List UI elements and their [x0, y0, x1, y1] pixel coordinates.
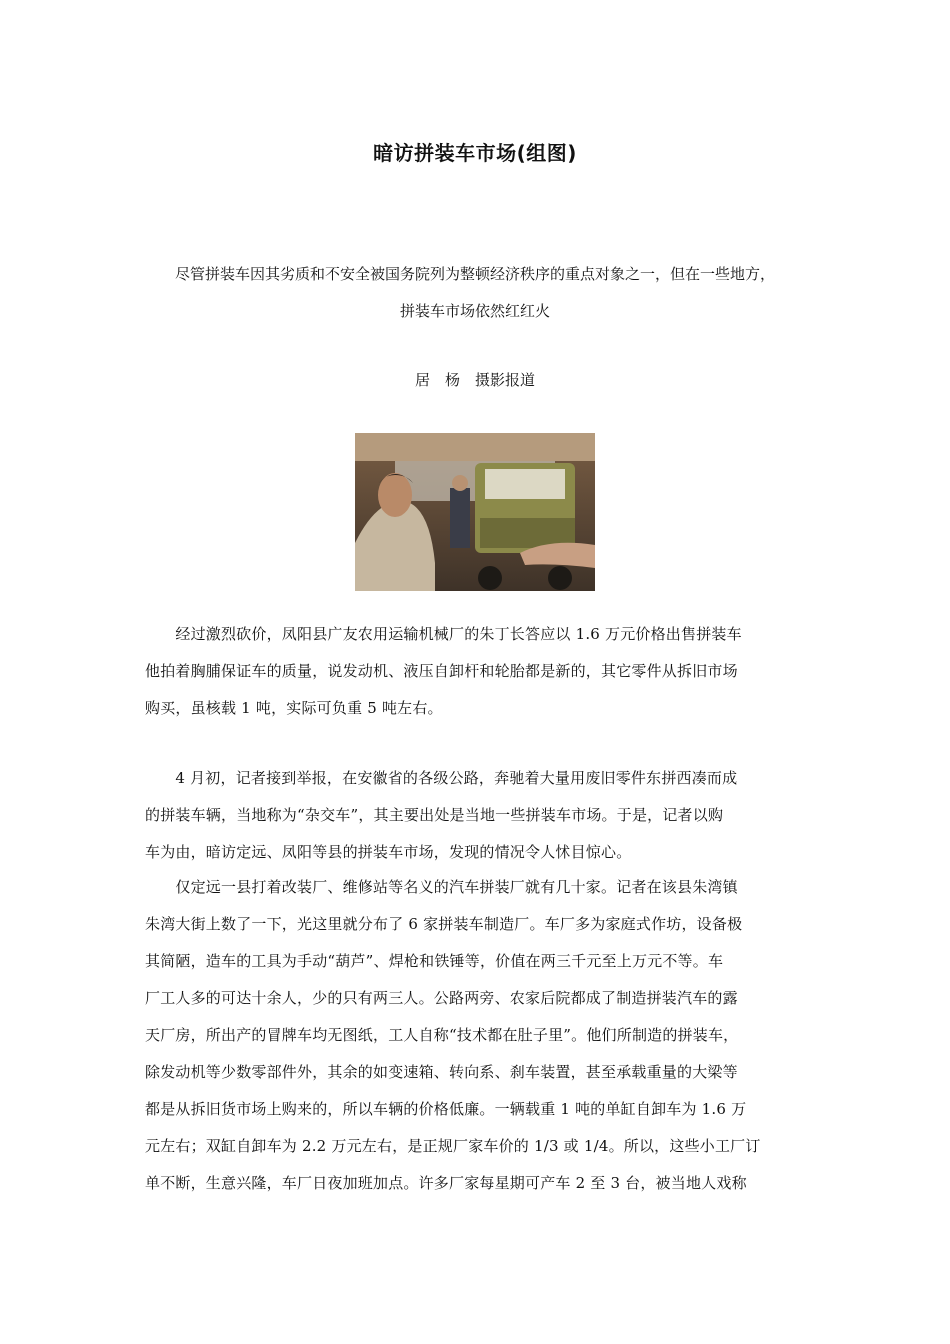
- paragraph-line: 车为由，暗访定远、凤阳等县的拼装车市场，发现的情况令人怵目惊心。: [145, 843, 632, 861]
- paragraph-line: 4 月初，记者接到举报，在安徽省的各级公路，奔驰着大量用废旧零件东拼西凑而成: [145, 769, 738, 787]
- byline: 居 杨 摄影报道: [414, 371, 535, 389]
- paragraph-line: 除发动机等少数零部件外，其余的如变速箱、转向系、刹车装置，甚至承载重量的大梁等: [145, 1063, 738, 1081]
- paragraph-line: 购买，虽核载 1 吨，实际可负重 5 吨左右。: [145, 699, 443, 717]
- paragraph-line: 他拍着胸脯保证车的质量，说发动机、液压自卸杆和轮胎都是新的，其它零件从拆旧市场: [145, 662, 738, 680]
- paragraph-line: 朱湾大街上数了一下，光这里就分布了 6 家拼装车制造厂。车厂多为家庭式作坊，设备极: [145, 915, 743, 933]
- article-photo: [355, 433, 595, 591]
- paragraph-line: 都是从拆旧货市场上购来的，所以车辆的价格低廉。一辆载重 1 吨的单缸自卸车为 1.6 万: [145, 1100, 747, 1118]
- paragraph-line: 厂工人多的可达十余人，少的只有两三人。公路两旁、农家后院都成了制造拼装汽车的露: [145, 989, 738, 1007]
- paragraph-line: 单不断，生意兴隆，车厂日夜加班加点。许多厂家每星期可产车 2 至 3 台，被当地人戏称: [145, 1174, 747, 1192]
- paragraph-line: 的拼装车辆，当地称为“杂交车”，其主要出处是当地一些拼装车市场。于是，记者以购: [145, 806, 724, 824]
- paragraph-line: 经过激烈砍价，凤阳县广友农用运输机械厂的朱丁长答应以 1.6 万元价格出售拼装车: [145, 625, 742, 643]
- subtitle-line-2: 拼装车市场依然红红火: [399, 302, 550, 320]
- page-title: 暗访拼装车市场(组图): [373, 141, 577, 165]
- subtitle-line-1: 尽管拼装车因其劣质和不安全被国务院列为整顿经济秩序的重点对象之一，但在一些地方，: [174, 265, 775, 283]
- paragraph-line: 仅定远一县打着改装厂、维修站等名义的汽车拼装厂就有几十家。记者在该县朱湾镇: [145, 878, 738, 896]
- paragraph-line: 元左右；双缸自卸车为 2.2 万元左右，是正规厂家车价的 1/3 或 1/4。所以，这些小工厂订: [145, 1137, 761, 1155]
- paragraph-line: 天厂房，所出产的冒牌车均无图纸，工人自称“技术都在肚子里”。他们所制造的拼装车，: [145, 1026, 739, 1044]
- paragraph-line: 其简陋，造车的工具为手动“葫芦”、焊枪和铁锤等，价值在两三千元至上万元不等。车: [145, 952, 724, 970]
